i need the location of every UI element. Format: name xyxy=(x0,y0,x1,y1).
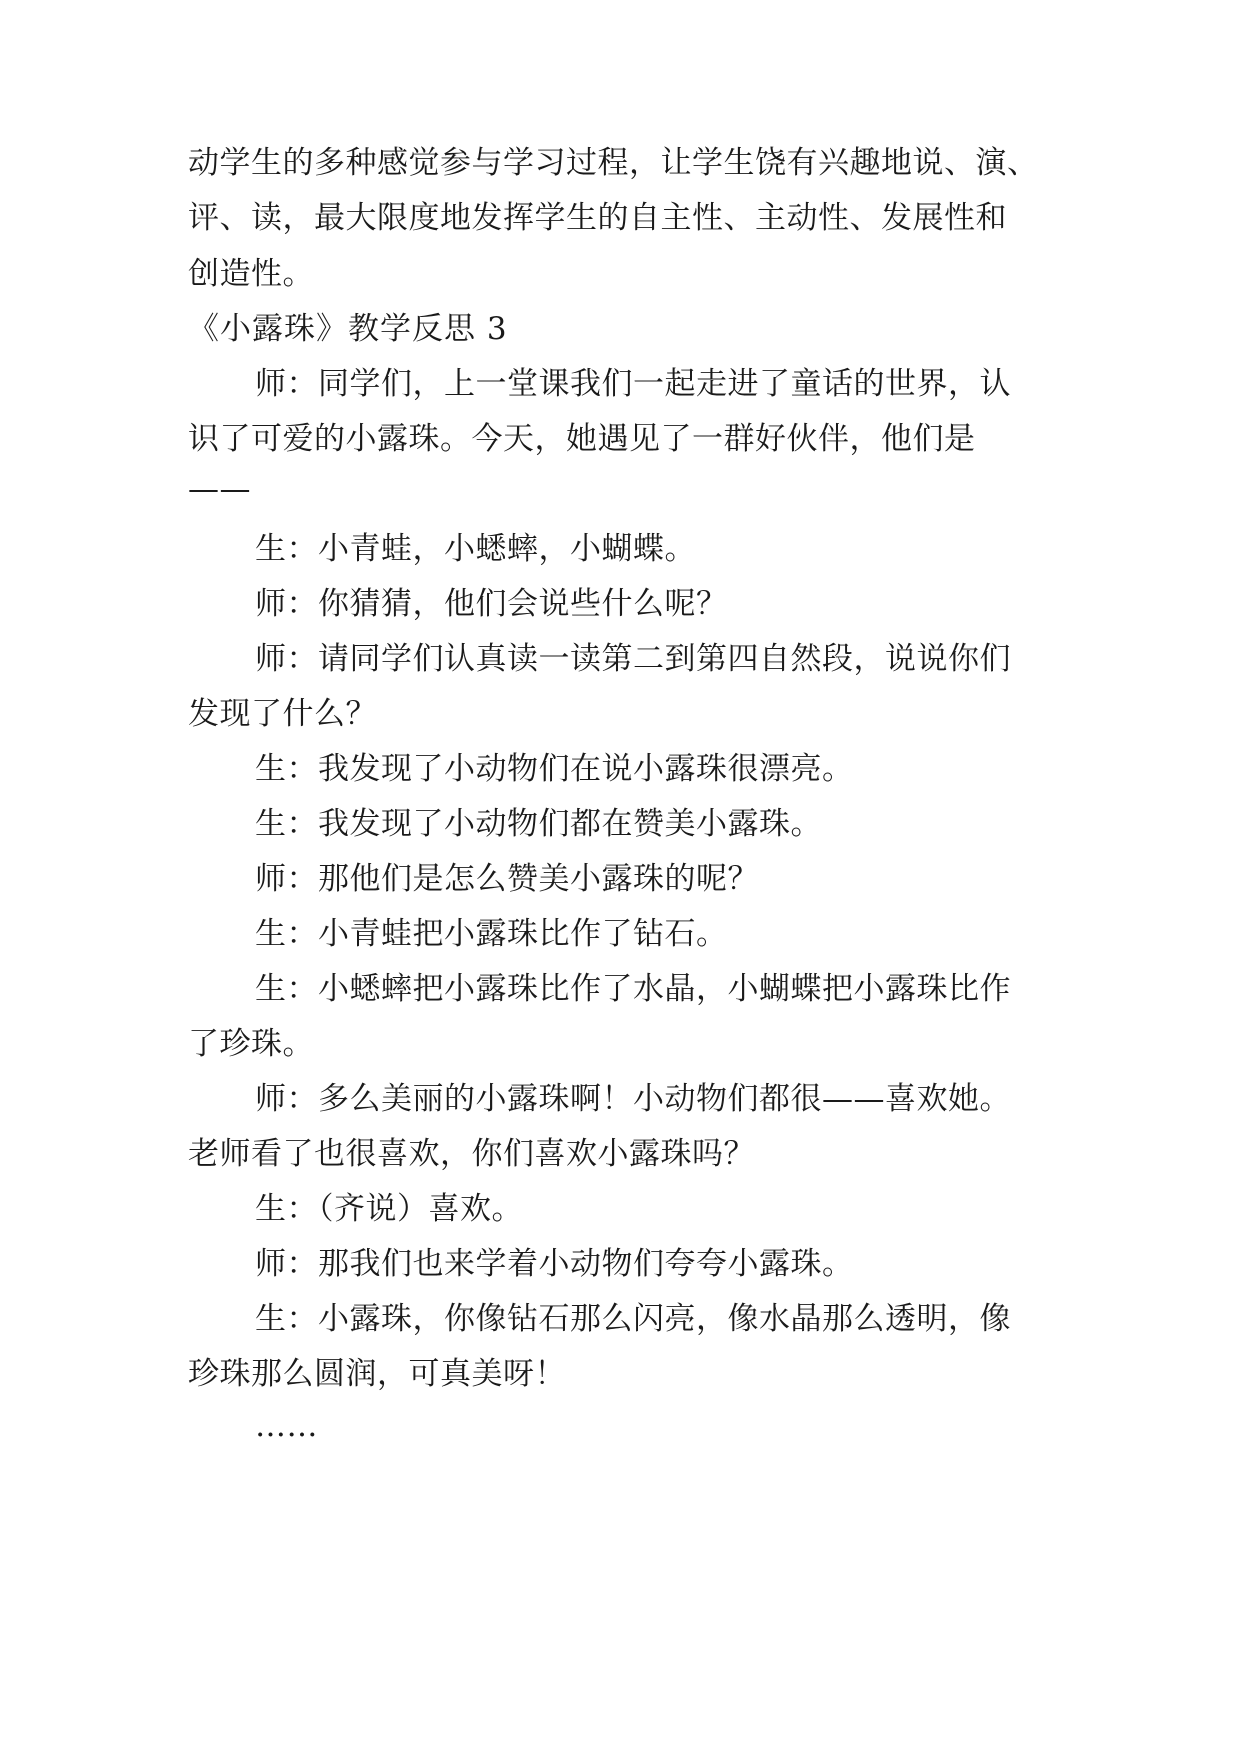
dialogue-line: 珍珠那么圆润，可真美呀！ xyxy=(188,1356,566,1392)
dialogue-line: 生：小蟋蟀把小露珠比作了水晶，小蝴蝶把小露珠比作 xyxy=(255,971,1011,1007)
dialogue-line: 师：同学们，上一堂课我们一起走进了童话的世界，认 xyxy=(255,366,1011,402)
dialogue-line: 生：小露珠，你像钻石那么闪亮，像水晶那么透明，像 xyxy=(255,1301,1011,1337)
paragraph-1-line-3: 创造性。 xyxy=(188,256,314,292)
paragraph-1-line-1: 动学生的多种感觉参与学习过程，让学生饶有兴趣地说、演、 xyxy=(188,145,1039,181)
dialogue-line: 识了可爱的小露珠。今天，她遇见了一群好伙伴，他们是 xyxy=(188,421,976,457)
section-title: 《小露珠》教学反思 3 xyxy=(188,311,508,347)
dialogue-line: 了珍珠。 xyxy=(188,1026,314,1062)
paragraph-1-line-2: 评、读，最大限度地发挥学生的自主性、主动性、发展性和 xyxy=(188,200,1007,236)
dialogue-line: 师：那我们也来学着小动物们夸夸小露珠。 xyxy=(255,1246,854,1282)
dialogue-line: 生：我发现了小动物们都在赞美小露珠。 xyxy=(255,806,822,842)
dialogue-line: 师：多么美丽的小露珠啊！小动物们都很——喜欢她。 xyxy=(255,1081,1011,1117)
dialogue-line: —— xyxy=(188,471,251,507)
dialogue-line: 发现了什么？ xyxy=(188,696,377,732)
ellipsis: …… xyxy=(255,1408,318,1444)
dialogue-line: 老师看了也很喜欢，你们喜欢小露珠吗？ xyxy=(188,1136,755,1172)
dialogue-line: 师：那他们是怎么赞美小露珠的呢？ xyxy=(255,861,759,897)
dialogue-line: 生：小青蛙把小露珠比作了钻石。 xyxy=(255,916,728,952)
dialogue-line: 师：你猜猜，他们会说些什么呢？ xyxy=(255,586,728,622)
dialogue-line: 生：小青蛙，小蟋蟀，小蝴蝶。 xyxy=(255,531,696,567)
dialogue-line: 生：（齐说）喜欢。 xyxy=(255,1191,523,1227)
dialogue-line: 师：请同学们认真读一读第二到第四自然段，说说你们 xyxy=(255,641,1011,677)
dialogue-line: 生：我发现了小动物们在说小露珠很漂亮。 xyxy=(255,751,854,787)
